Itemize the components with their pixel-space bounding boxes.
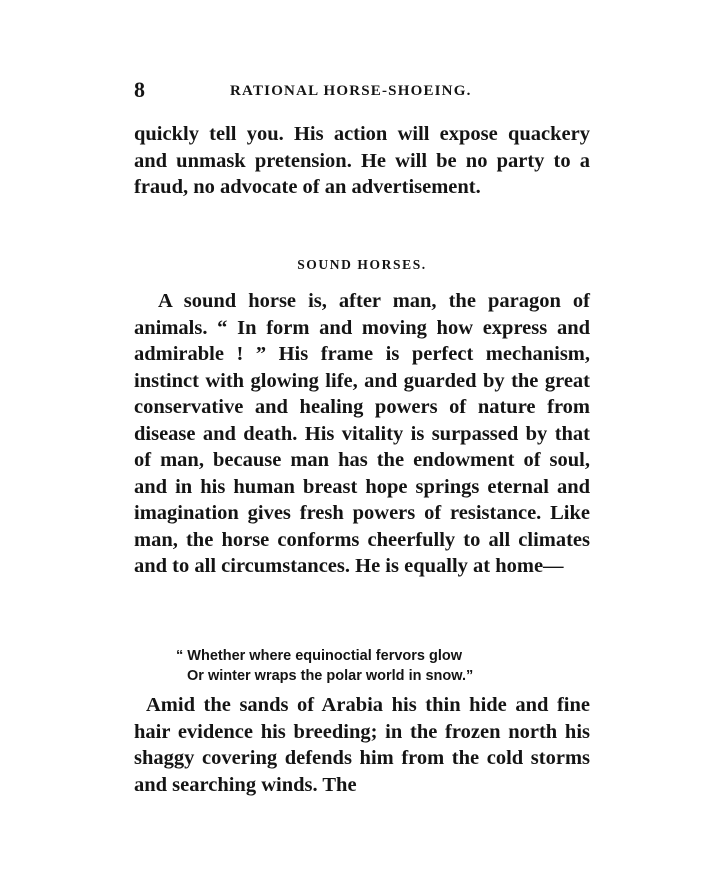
- quote-line-2: Or winter wraps the polar world in snow.”: [187, 668, 474, 684]
- continuation-paragraph: quickly tell you. His action will expose quackery and unmask pretension. He will be no party to a fraud, no advocate of an advertisement.: [134, 123, 590, 198]
- page-number: 8: [134, 77, 145, 102]
- section-heading: SOUND HORSES.: [297, 257, 427, 272]
- verse-quote: [176, 646, 473, 686]
- body-paragraph-1: A sound horse is, after man, the paragon of animals. “ In form and moving how express and admirable ! ” His frame is perfect mechanism, instinct with glowing life, and guarded by the great conservative and healing powers of nature from disease and death. His vitality is surpassed by that of man, because man has the endowment of soul, and in his human breast hope springs eternal and imagination gives fresh powers of resistance. Like man, the horse conforms cheerfully to all climates and to all circumstances. He is equally at home—: [134, 290, 590, 577]
- page-header: [134, 78, 590, 102]
- body-paragraph-2: Amid the sands of Arabia his thin hide and fine hair evidence his breeding; in the frozen north his shaggy covering defends him from the cold storms and searching winds. The: [134, 694, 590, 796]
- running-head: RATIONAL HORSE-SHOEING.: [230, 83, 472, 99]
- quote-line-1: “ Whether where equinoctial fervors glow: [176, 648, 463, 664]
